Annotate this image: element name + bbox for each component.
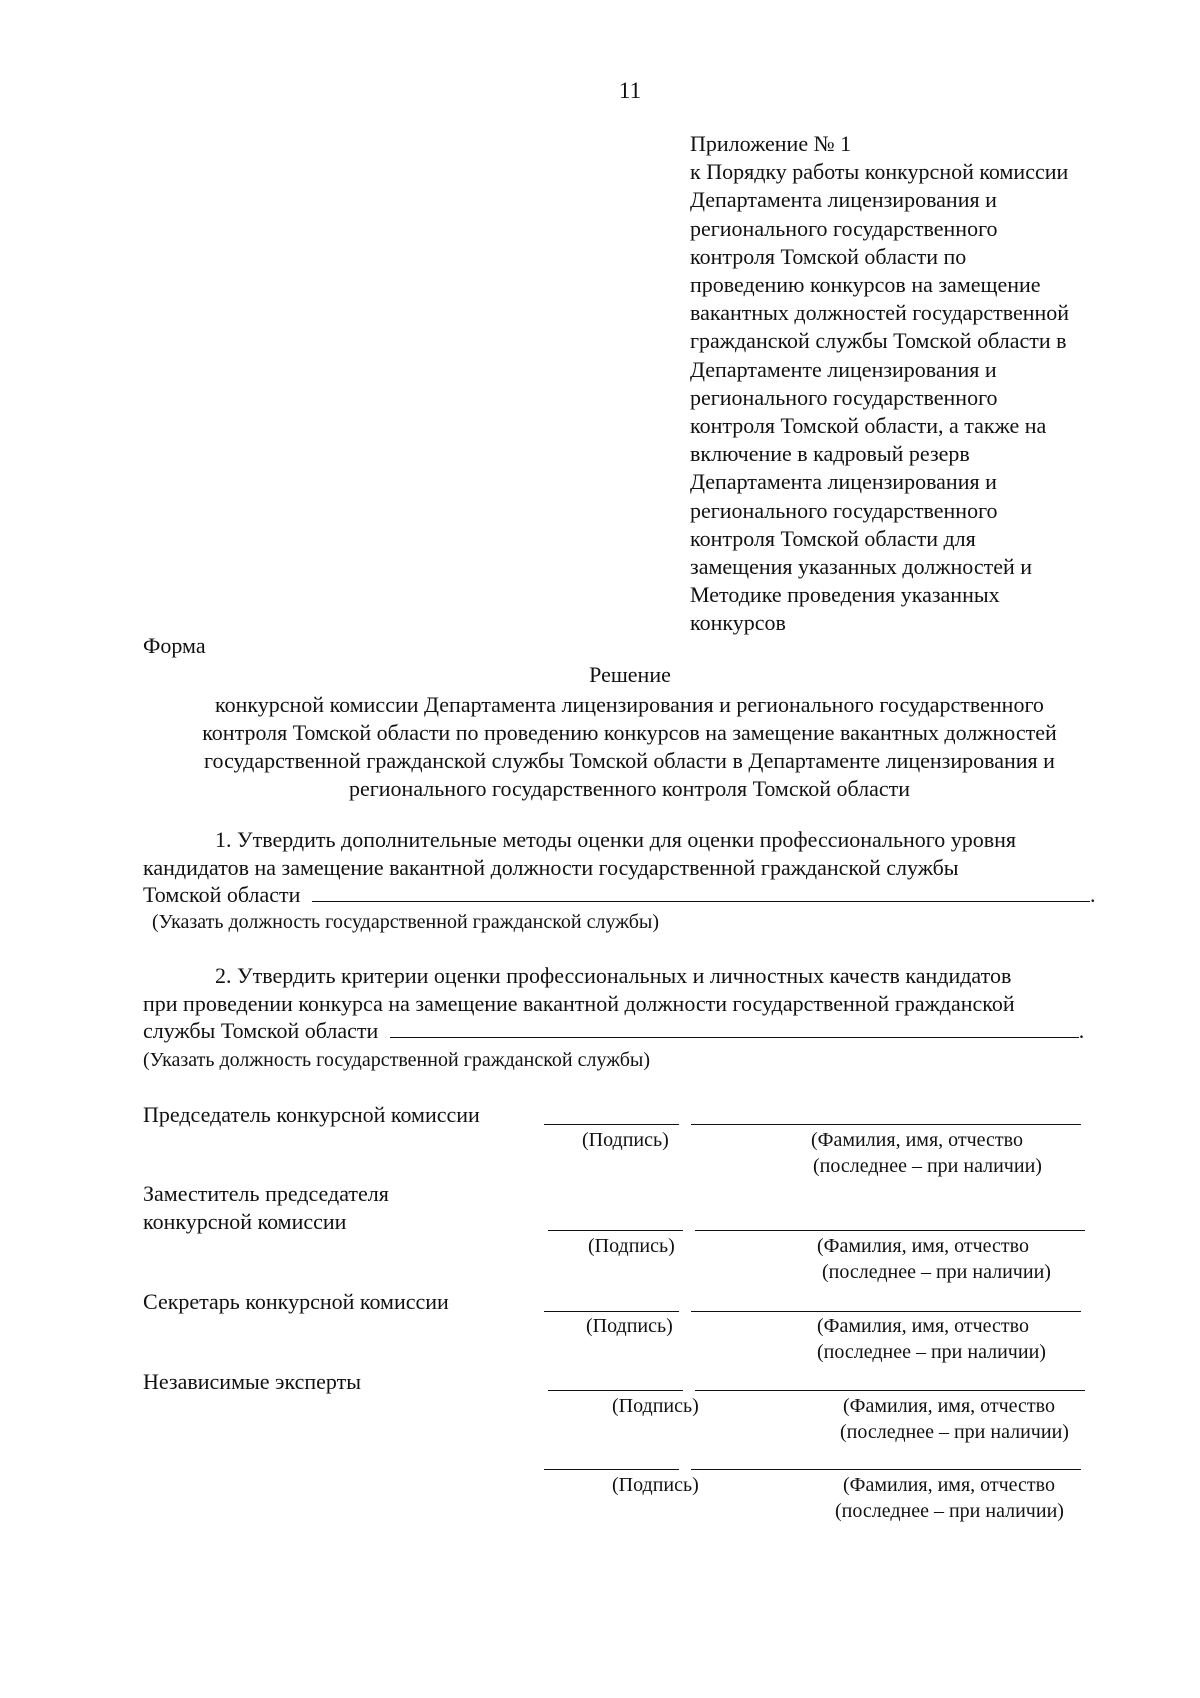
appendix-line: контроля Томской области по — [690, 243, 967, 269]
secretary-signature-line[interactable] — [544, 1311, 679, 1312]
deputy-signature-line[interactable] — [548, 1230, 683, 1231]
appendix-line: гражданской службы Томской области в — [690, 328, 1067, 354]
decision-subtitle-line: государственной гражданской службы Томской области в Департаменте лицензирования и — [204, 748, 1055, 773]
secretary-label: Секретарь конкурсной комиссии — [143, 1289, 449, 1314]
item-2-line: при проведении конкурса на замещение вакантной должности государственной гражданской — [143, 990, 1015, 1016]
item-1-prefix: Томской области — [143, 882, 301, 907]
deputy-label: конкурсной комиссии — [143, 1209, 347, 1234]
decision-subtitle-line: регионального государственного контроля Томской области — [348, 776, 911, 801]
name-caption: (последнее – при наличии) — [835, 1500, 1064, 1522]
item-2-hint: (Указать должность государственной гражданской службы) — [143, 1049, 651, 1071]
appendix-line: регионального государственного — [690, 215, 998, 241]
name-caption: (Фамилия, имя, отчество — [817, 1235, 1029, 1257]
item-2 — [143, 962, 1118, 1045]
appendix-header — [690, 130, 1069, 638]
decision-subtitle-line: контроля Томской области по проведению конкурсов на замещение вакантных должностей — [202, 720, 1057, 745]
name-caption: (Фамилия, имя, отчество — [843, 1474, 1055, 1496]
appendix-line: контроля Томской области для — [690, 525, 976, 551]
appendix-line: включение в кадровый резерв — [690, 441, 970, 467]
expert-1-name-line[interactable] — [695, 1390, 1085, 1391]
decision-title: Решение — [589, 662, 671, 687]
secretary-name-line[interactable] — [691, 1311, 1081, 1312]
name-caption: (последнее – при наличии) — [822, 1261, 1051, 1283]
decision-subtitle — [143, 691, 1116, 803]
name-caption: (Фамилия, имя, отчество — [843, 1395, 1055, 1417]
expert-1-signature-line[interactable] — [548, 1390, 683, 1391]
item-1-line: кандидатов на замещение вакантной должности государственной гражданской службы — [143, 854, 959, 880]
position-blank-field[interactable] — [312, 881, 1090, 902]
expert-2-name-line[interactable] — [691, 1469, 1081, 1470]
appendix-line: замещения указанных должностей и — [690, 554, 1033, 580]
appendix-line: регионального государственного — [690, 384, 998, 410]
expert-2-signature-line[interactable] — [544, 1469, 679, 1470]
name-caption: (последнее – при наличии) — [817, 1341, 1046, 1363]
name-caption: (Фамилия, имя, отчество — [817, 1315, 1029, 1337]
name-caption: (Фамилия, имя, отчество — [811, 1129, 1023, 1151]
appendix-line: Департаменте лицензирования и — [690, 356, 997, 382]
item-1-line: 1. Утвердить дополнительные методы оценки для оценки профессионального уровня — [215, 827, 1017, 852]
signature-caption: (Подпись) — [612, 1474, 699, 1496]
item-1 — [143, 826, 1118, 909]
form-label: Форма — [143, 633, 206, 658]
appendix-line: к Порядку работы конкурсной комиссии — [690, 159, 1069, 185]
appendix-line: Методике проведения указанных — [690, 582, 1000, 608]
item-2-line-3: службы Томской области . — [143, 1018, 1085, 1043]
appendix-line: Департамента лицензирования и — [690, 187, 997, 213]
decision-subtitle-line: конкурсной комиссии Департамента лицензирования и регионального государственного — [215, 692, 1044, 717]
deputy-label: Заместитель председателя — [143, 1181, 389, 1206]
item-2-line: 2. Утвердить критерии оценки профессиональных и личностных качеств кандидатов — [215, 963, 1012, 988]
experts-label: Независимые эксперты — [143, 1369, 362, 1394]
deputy-name-line[interactable] — [695, 1230, 1085, 1231]
name-caption: (последнее – при наличии) — [840, 1421, 1069, 1443]
signature-caption: (Подпись) — [586, 1315, 673, 1337]
position-blank-field[interactable] — [390, 1017, 1079, 1038]
signature-caption: (Подпись) — [582, 1129, 669, 1151]
appendix-line: контроля Томской области, а также на — [690, 413, 1047, 439]
signature-caption: (Подпись) — [588, 1235, 675, 1257]
name-caption: (последнее – при наличии) — [813, 1155, 1042, 1177]
chairman-name-line[interactable] — [691, 1124, 1081, 1125]
appendix-line: конкурсов — [690, 610, 786, 636]
chairman-label: Председатель конкурсной комиссии — [143, 1102, 480, 1127]
item-2-prefix: службы Томской области — [143, 1018, 379, 1043]
appendix-line: проведению конкурсов на замещение — [690, 272, 1041, 298]
appendix-line: Департамента лицензирования и — [690, 469, 997, 495]
chairman-signature-line[interactable] — [544, 1124, 679, 1125]
item-1-line-3: Томской области . — [143, 882, 1096, 907]
signature-caption: (Подпись) — [612, 1395, 699, 1417]
appendix-line: Приложение № 1 — [690, 131, 852, 156]
page-number: 11 — [618, 78, 642, 103]
item-1-hint: (Указать должность государственной гражданской службы) — [152, 911, 660, 933]
appendix-line: вакантных должностей государственной — [690, 300, 1070, 326]
appendix-line: регионального государственного — [690, 497, 998, 523]
